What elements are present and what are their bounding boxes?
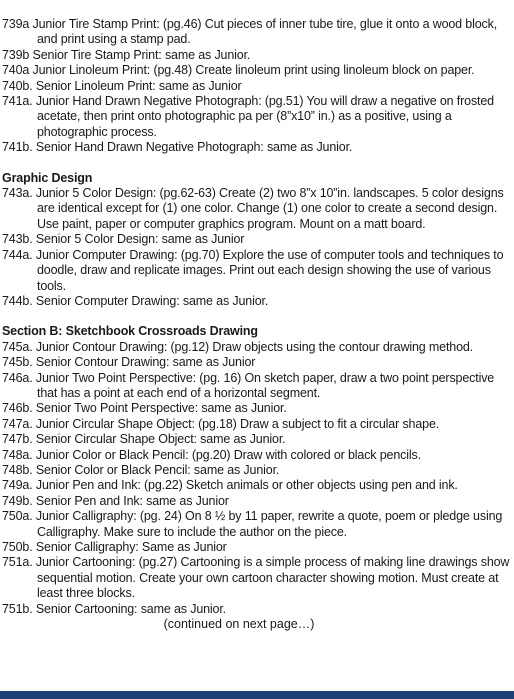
entry-747a: 747a. Junior Circular Shape Object: (pg.18) Draw a subject to fit a circular shape. [2, 416, 440, 431]
document-body [2, 17, 512, 632]
entry-747b: 747b. Senior Circular Shape Object: same as Junior. [2, 432, 286, 447]
entry-744b: 744b. Senior Computer Drawing: same as Junior. [2, 293, 269, 308]
entry-746a: 746a. Junior Two Point Perspective: (pg. 16) On sketch paper, draw a two point perspective that has a point at each end of a horizontal segment. [2, 370, 495, 400]
entry-751a: 751a. Junior Cartooning: (pg.27) Cartooning is a simple process of making line drawings show sequential motion. Create your own cartoon character showing motion. Must create at least three blocks. [2, 555, 510, 601]
entry-743a: 743a. Junior 5 Color Design: (pg.62-63) Create (2) two 8”x 10”in. landscapes. 5 color designs are identical except for (1) one color. Change (1) one color to create a second design. Use paint, paper or computer graphics program. Mount on a matt board. [2, 186, 504, 231]
entry-745b: 745b. Senior Contour Drawing: same as Junior [2, 355, 256, 370]
spacer [2, 156, 512, 171]
section-a-list [2, 17, 512, 156]
section-b-heading: Section B: Sketchbook Crossroads Drawing [2, 324, 258, 339]
entry-741a: 741a. Junior Hand Drawn Negative Photograph: (pg.51) You will draw a negative on frosted acetate, then print onto photographic pa per (8”x10” in.) as a positive, using a photographic process. [2, 94, 494, 139]
continued-note: (continued on next page…) [163, 617, 315, 632]
entry-739b: 739b Senior Tire Stamp Print: same as Junior. [2, 47, 251, 62]
graphic-design-heading: Graphic Design [2, 170, 93, 185]
entry-749a: 749a. Junior Pen and Ink: (pg.22) Sketch animals or other objects using pen and ink. [2, 478, 458, 493]
entry-739a: 739a Junior Tire Stamp Print: (pg.46) Cut pieces of inner tube tire, glue it onto a wood block, and print using a stamp pad. [2, 17, 498, 47]
entry-746b: 746b. Senior Two Point Perspective: same as Junior. [2, 401, 287, 416]
entry-748a: 748a. Junior Color or Black Pencil: (pg.20) Draw with colored or black pencils. [2, 447, 421, 462]
entry-744a: 744a. Junior Computer Drawing: (pg.70) Explore the use of computer tools and techniques to doodle, draw and replicate images. Print out each design showing the use of various tools. [2, 247, 504, 293]
entry-743b: 743b. Senior 5 Color Design: same as Junior [2, 232, 245, 247]
entry-748b: 748b. Senior Color or Black Pencil: same as Junior. [2, 462, 280, 477]
entry-741b: 741b. Senior Hand Drawn Negative Photograph: same as Junior. [2, 140, 353, 155]
spacer [2, 309, 512, 324]
entry-750a: 750a. Junior Calligraphy: (pg. 24) On 8 ½ by 11 paper, rewrite a quote, poem or pledge using Calligraphy. Make sure to include the author on the piece. [2, 509, 503, 539]
entry-740b: 740b. Senior Linoleum Print: same as Junior [2, 78, 242, 93]
entry-750b: 750b. Senior Calligraphy: Same as Junior [2, 540, 227, 554]
section-b [2, 324, 512, 617]
graphic-design-section [2, 171, 512, 310]
entry-751b: 751b. Senior Cartooning: same as Junior. [2, 601, 226, 616]
entry-749b: 749b. Senior Pen and Ink: same as Junior [2, 493, 229, 508]
footer-bar [0, 691, 514, 699]
entry-740a: 740a Junior Linoleum Print: (pg.48) Create linoleum print using linoleum block on paper. [2, 63, 475, 78]
entry-745a: 745a. Junior Contour Drawing: (pg.12) Draw objects using the contour drawing method. [2, 339, 473, 354]
